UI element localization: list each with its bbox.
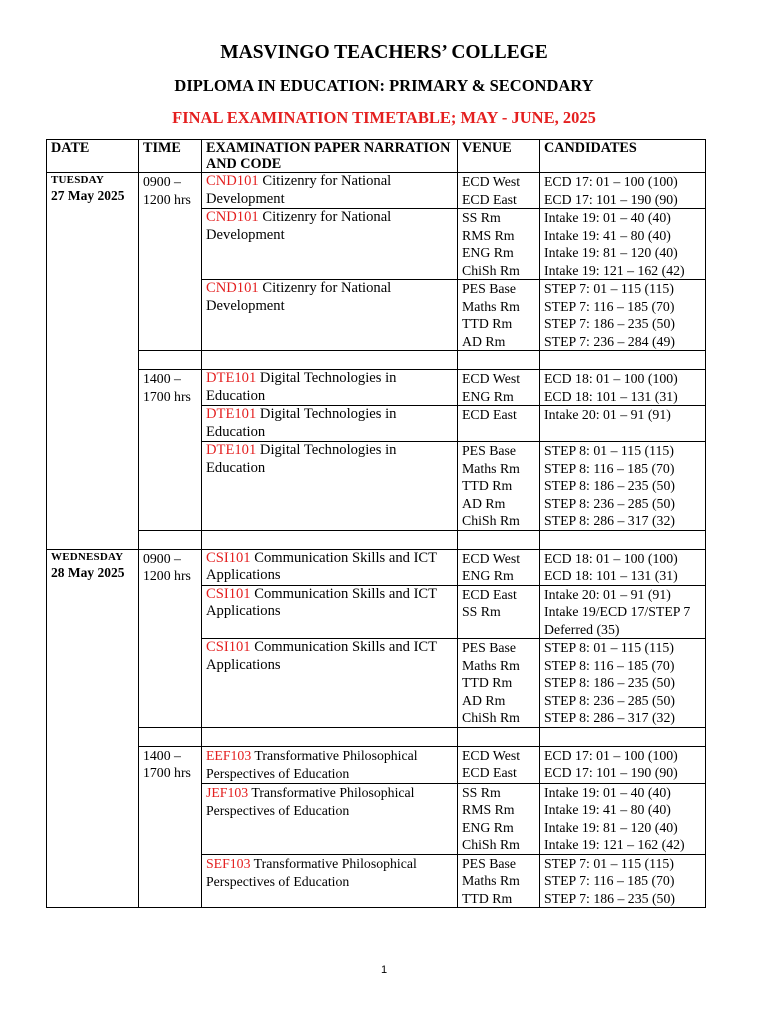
candidate-item: STEP 7: 01 – 115 (115) (544, 281, 674, 296)
paper-title: Communication Skills and ICT Applications (206, 549, 437, 583)
day-date: 28 May 2025 (51, 564, 125, 580)
paper-cell (202, 639, 458, 728)
paper-code: EEF103 (206, 747, 252, 763)
candidate-item: STEP 8: 116 – 185 (70) (544, 657, 675, 673)
col-header-paper: EXAMINATION PAPER NARRATION AND CODE (202, 140, 458, 173)
time-cell: 1400 – 1700 hrs (139, 746, 202, 908)
venue-cell (458, 209, 540, 280)
venue-cell (458, 639, 540, 728)
paper-title: Digital Technologies in Education (206, 406, 397, 440)
candidate-item: Intake 19: 41 – 80 (40) (544, 802, 671, 817)
spacer-cell (202, 530, 458, 549)
spacer-row (47, 727, 706, 746)
venue-item: ENG Rm (462, 568, 514, 583)
candidate-item: ECD 18: 101 – 131 (31) (544, 568, 678, 583)
venue-item: PES Base (462, 640, 517, 655)
venue-item: TTD Rm (462, 316, 513, 331)
col-header-candidates: CANDIDATES (540, 140, 706, 173)
candidate-item: STEP 8: 236 – 285 (50) (544, 495, 675, 511)
venue-item: ECD East (462, 586, 517, 602)
candidates-cell (540, 406, 706, 442)
paper-title: Communication Skills and ICT Applications (206, 639, 437, 673)
candidates-cell (540, 280, 706, 351)
spacer-cell (458, 530, 540, 549)
paper-title: Digital Technologies in Education (206, 442, 397, 476)
venue-cell (458, 370, 540, 406)
paper-title: Transformative Philosophical Perspectives of Education (206, 855, 417, 889)
table-row (47, 746, 706, 783)
venue-cell (458, 746, 540, 783)
venue-item: Maths Rm (462, 298, 520, 314)
paper-code: CSI101 (206, 639, 251, 655)
venue-item: ChiSh Rm (462, 262, 520, 278)
venue-item: ChiSh Rm (462, 513, 520, 528)
venue-item: ENG Rm (462, 819, 514, 835)
venue-item: PES Base (462, 281, 517, 296)
candidate-item: Intake 19: 121 – 162 (42) (544, 837, 685, 852)
col-header-time: TIME (139, 140, 202, 173)
candidate-item: STEP 7: 116 – 185 (70) (544, 298, 675, 314)
table-header-row (47, 140, 706, 173)
venue-item: SS Rm (462, 604, 501, 619)
venue-cell (458, 280, 540, 351)
paper-code: CSI101 (206, 585, 251, 602)
spacer-cell (540, 351, 706, 370)
time-cell: 1400 – 1700 hrs (139, 370, 202, 531)
venue-item: RMS Rm (462, 227, 515, 243)
venue-item: PES Base (462, 443, 517, 458)
spacer-cell (458, 351, 540, 370)
venue-item: ECD West (462, 747, 521, 763)
candidate-item: Intake 19: 81 – 120 (40) (544, 819, 678, 835)
venue-item: SS Rm (462, 210, 501, 225)
venue-item: RMS Rm (462, 802, 515, 817)
candidate-item: Intake 19: 01 – 40 (40) (544, 210, 671, 225)
candidate-item: STEP 7: 236 – 284 (49) (544, 333, 675, 349)
candidate-item: Intake 19: 01 – 40 (40) (544, 784, 671, 800)
paper-cell (202, 854, 458, 908)
timetable-title: FINAL EXAMINATION TIMETABLE; MAY - JUNE, 2025 (172, 108, 596, 127)
college-title: MASVINGO TEACHERS’ COLLEGE (220, 42, 548, 63)
venue-item: ENG Rm (462, 388, 514, 404)
venue-item: TTD Rm (462, 890, 513, 906)
paper-code: DTE101 (206, 406, 257, 422)
candidates-cell (540, 585, 706, 639)
time-cell: 0900 – 1200 hrs (139, 173, 202, 351)
venue-item: ChiSh Rm (462, 710, 520, 725)
candidates-cell (540, 209, 706, 280)
candidates-cell (540, 442, 706, 531)
spacer-cell (540, 727, 706, 746)
paper-cell (202, 442, 458, 531)
candidate-item: ECD 17: 01 – 100 (100) (544, 747, 678, 763)
candidate-item: STEP 7: 186 – 235 (50) (544, 316, 675, 331)
paper-code: CND101 (206, 209, 259, 225)
candidate-item: STEP 8: 01 – 115 (115) (544, 443, 674, 458)
paper-cell (202, 370, 458, 406)
candidate-item: Intake 19: 81 – 120 (40) (544, 245, 678, 260)
paper-code: JEF103 (206, 784, 249, 800)
venue-item: ECD West (462, 550, 521, 566)
candidate-item: STEP 7: 186 – 235 (50) (544, 890, 675, 906)
candidates-cell (540, 639, 706, 728)
candidate-item: STEP 8: 01 – 115 (115) (544, 640, 674, 655)
page-number: 1 (380, 964, 388, 976)
candidate-item: STEP 8: 286 – 317 (32) (544, 710, 675, 725)
candidate-item: Intake 20: 01 – 91 (91) (544, 407, 671, 422)
paper-title: Transformative Philosophical Perspectives of Education (206, 784, 415, 818)
venue-item: AD Rm (462, 692, 506, 708)
venue-item: AD Rm (462, 495, 506, 511)
venue-item: ChiSh Rm (462, 837, 520, 852)
venue-item: TTD Rm (462, 675, 513, 690)
date-cell (47, 549, 139, 908)
paper-cell (202, 746, 458, 783)
paper-title: Digital Technologies in Education (206, 370, 397, 404)
day-name: WEDNESDAY (51, 550, 124, 563)
venue-cell (458, 406, 540, 442)
paper-cell (202, 209, 458, 280)
venue-item: PES Base (462, 855, 517, 871)
venue-item: Maths Rm (462, 873, 520, 888)
paper-code: DTE101 (206, 370, 257, 386)
candidate-item: ECD 18: 01 – 100 (100) (544, 550, 678, 566)
venue-item: SS Rm (462, 784, 501, 800)
candidate-item: STEP 8: 186 – 235 (50) (544, 675, 675, 690)
exam-timetable (46, 139, 706, 908)
paper-title: Communication Skills and ICT Applications (206, 585, 437, 619)
candidates-cell (540, 549, 706, 585)
candidate-item: STEP 8: 186 – 235 (50) (544, 478, 675, 493)
venue-item: AD Rm (462, 333, 506, 349)
candidate-item: ECD 18: 01 – 100 (100) (544, 371, 678, 386)
paper-code: CSI101 (206, 549, 251, 566)
spacer-cell (139, 727, 202, 746)
timetable-body (47, 173, 706, 908)
candidates-cell (540, 370, 706, 406)
candidate-item: Intake 19: 121 – 162 (42) (544, 262, 685, 278)
venue-cell (458, 854, 540, 908)
paper-code: SEF103 (206, 855, 251, 871)
date-cell (47, 173, 139, 550)
candidate-item: STEP 7: 01 – 115 (115) (544, 855, 674, 871)
venue-cell (458, 173, 540, 209)
candidate-item: Intake 19: 41 – 80 (40) (544, 227, 671, 243)
spacer-row (47, 530, 706, 549)
candidate-item: STEP 8: 236 – 285 (50) (544, 692, 675, 708)
spacer-row (47, 351, 706, 370)
col-header-venue: VENUE (458, 140, 540, 173)
table-row (47, 173, 706, 209)
candidate-item: ECD 17: 101 – 190 (90) (544, 191, 678, 207)
paper-cell (202, 280, 458, 351)
venue-cell (458, 442, 540, 531)
candidates-cell (540, 173, 706, 209)
paper-cell (202, 783, 458, 854)
venue-cell (458, 549, 540, 585)
venue-cell (458, 783, 540, 854)
candidate-item: STEP 8: 286 – 317 (32) (544, 513, 675, 528)
spacer-cell (202, 351, 458, 370)
candidates-cell (540, 783, 706, 854)
venue-cell (458, 585, 540, 639)
spacer-cell (139, 530, 202, 549)
paper-cell (202, 406, 458, 442)
venue-item: TTD Rm (462, 478, 513, 493)
paper-code: CND101 (206, 280, 259, 296)
venue-item: Maths Rm (462, 657, 520, 673)
candidate-item: STEP 8: 116 – 185 (70) (544, 460, 675, 476)
col-header-date: DATE (47, 140, 139, 173)
day-date: 27 May 2025 (51, 188, 125, 203)
candidate-item: ECD 17: 01 – 100 (100) (544, 174, 678, 189)
spacer-cell (458, 727, 540, 746)
day-name: TUESDAY (51, 174, 104, 186)
time-cell: 0900 – 1200 hrs (139, 549, 202, 727)
paper-cell (202, 549, 458, 585)
paper-code: CND101 (206, 173, 259, 189)
paper-cell (202, 173, 458, 209)
spacer-cell (540, 530, 706, 549)
candidate-item: STEP 7: 116 – 185 (70) (544, 873, 675, 888)
spacer-cell (139, 351, 202, 370)
venue-item: ECD East (462, 191, 517, 207)
programme-title: DIPLOMA IN EDUCATION: PRIMARY & SECONDARY (174, 76, 594, 95)
paper-title: Citizenry for National Development (206, 209, 392, 243)
paper-title: Transformative Philosophical Perspectives of Education (206, 747, 418, 781)
paper-title: Citizenry for National Development (206, 173, 392, 207)
table-row (47, 549, 706, 585)
candidates-cell (540, 746, 706, 783)
candidate-item: Intake 19/ECD 17/STEP 7 Deferred (35) (544, 604, 691, 637)
paper-title: Citizenry for National Development (206, 280, 392, 314)
venue-item: ENG Rm (462, 245, 514, 260)
venue-item: ECD East (462, 407, 517, 422)
venue-item: ECD East (462, 765, 517, 780)
paper-cell (202, 585, 458, 639)
venue-item: ECD West (462, 371, 521, 386)
candidate-item: ECD 18: 101 – 131 (31) (544, 388, 678, 404)
table-row (47, 370, 706, 406)
candidates-cell (540, 854, 706, 908)
paper-code: DTE101 (206, 442, 257, 458)
candidate-item: Intake 20: 01 – 91 (91) (544, 586, 671, 602)
venue-item: Maths Rm (462, 460, 520, 476)
candidate-item: ECD 17: 101 – 190 (90) (544, 765, 678, 780)
spacer-cell (202, 727, 458, 746)
venue-item: ECD West (462, 174, 521, 189)
